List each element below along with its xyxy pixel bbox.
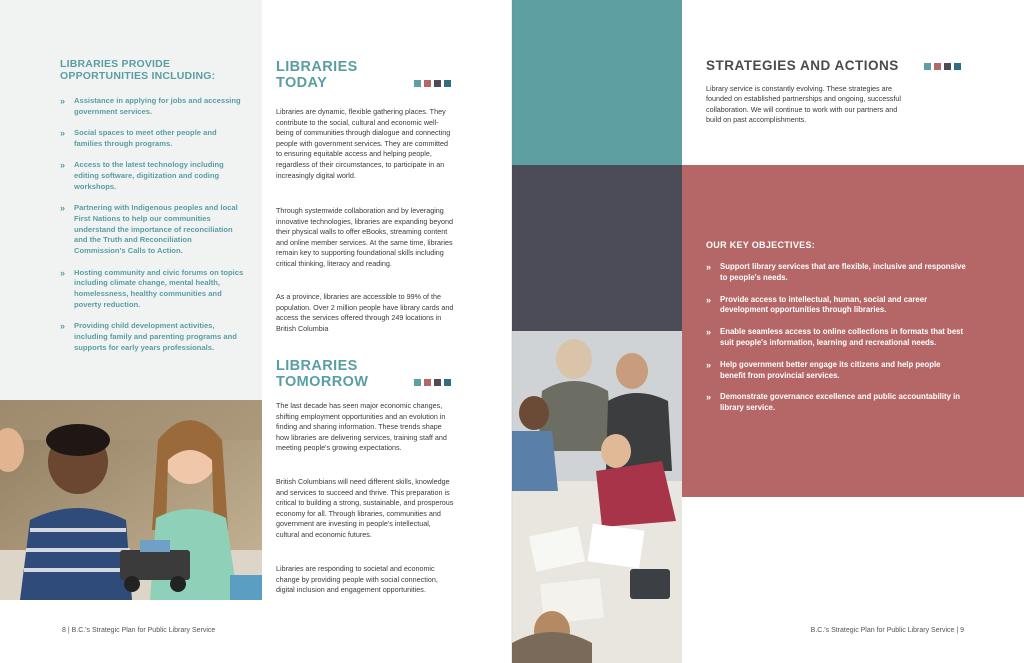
chevron-bullet-icon: »	[706, 359, 712, 370]
decorative-squares	[414, 80, 451, 87]
today-paragraph: As a province, libraries are accessible to 99% of the population. Over 2 million people have library cards and access the services offered through 249 locations in British Columbia	[276, 292, 454, 333]
today-paragraph: Through systemwide collaboration and by leveraging innovative technologies, libraries are expanding beyond their physical walls to offer eBooks, streaming content and online member services. At the same time, libraries remain key to supporting foundational skills including critical thinking, literacy and reading.	[276, 206, 454, 268]
teal-color-block	[512, 0, 682, 165]
list-item: » Access to the latest technology including editing software, digitization and coding workshops.	[60, 160, 224, 191]
right-page	[512, 0, 1024, 663]
strategies-text: Library service is constantly evolving. These strategies are founded on established partnerships and ongoing, successful collaboration. We will continue to work with our partners and build on past accomplishments.	[706, 84, 901, 125]
page-footer-right: B.C.'s Strategic Plan for Public Library Service | 9	[810, 627, 964, 634]
slate-color-block	[512, 165, 682, 331]
tomorrow-paragraph: British Columbians will need different skills, knowledge and services to succeed and thrive. This preparation is critical to building a strong, sustainable, and prosperous economy for all. Through libraries, communities and government are investing in people's intellectual, cultural and economic futures.	[276, 477, 454, 539]
chevron-bullet-icon: »	[60, 203, 66, 214]
list-item: » Enable seamless access to online collections in formats that best suit people's information, learning and recreational needs.	[706, 327, 964, 347]
chevron-bullet-icon: »	[706, 262, 712, 272]
children-robotics-photo	[0, 400, 262, 600]
page-gutter-shadow	[511, 0, 513, 663]
chevron-bullet-icon: »	[60, 96, 66, 106]
objectives-heading: OUR KEY OBJECTIVES:	[706, 240, 816, 250]
chevron-bullet-icon: »	[60, 128, 66, 139]
list-item: » Support library services that are flexible, inclusive and responsive to people's needs.	[706, 262, 966, 282]
chevron-bullet-icon: »	[706, 294, 712, 305]
list-item: » Assistance in applying for jobs and accessing government services.	[60, 96, 241, 116]
chevron-bullet-icon: »	[60, 160, 66, 171]
chevron-bullet-icon: »	[60, 321, 66, 332]
tomorrow-paragraph: Libraries are responding to societal and economic change by providing people with social connection, digital inclusion and engagement opportunities.	[276, 564, 438, 595]
team-meeting-photo	[512, 331, 682, 663]
sidebar-heading: LIBRARIES PROVIDE OPPORTUNITIES INCLUDING:	[60, 58, 216, 82]
list-item: » Help government better engage its citizens and help people benefit from provincial services.	[706, 359, 941, 380]
list-item: » Hosting community and civic forums on topics including climate change, mental health, homelessness, healthy communities and poverty reduction.	[60, 267, 244, 309]
tomorrow-paragraph: The last decade has seen major economic changes, shifting employment opportunities and an evolution in finding and sharing information. These trends shape how libraries are delivering services, training staff and meeting people's growing expectations.	[276, 401, 447, 453]
opportunities-list	[60, 96, 245, 364]
list-item: » Social spaces to meet other people and families through programs.	[60, 128, 217, 148]
objectives-list	[706, 262, 968, 425]
decorative-squares	[414, 379, 451, 386]
chevron-bullet-icon: »	[706, 327, 712, 338]
strategies-title: STRATEGIES AND ACTIONS	[706, 58, 899, 73]
today-paragraph: Libraries are dynamic, flexible gathering places. They contribute to the social, cultural and economic well-being of communities through dialogue and connecting people with government services. They are committed to ensuring equitable access and helping people, regardless of their circumstances, to participate in an increasingly digital world.	[276, 107, 451, 180]
list-item: » Partnering with Indigenous peoples and local First Nations to help our communities understand the importance of reconciliation and the Truth and Reconciliation Commission's Calls to Action.	[60, 203, 238, 256]
list-item: » Provide access to intellectual, human, social and career development opportunities through libraries.	[706, 294, 928, 315]
chevron-bullet-icon: »	[60, 267, 66, 278]
decorative-squares	[924, 63, 961, 70]
opportunities-sidebar	[0, 0, 262, 400]
list-item: » Providing child development activities, including family and parenting programs and supports for early years professionals.	[60, 321, 237, 352]
page-footer-left: 8 | B.C.'s Strategic Plan for Public Library Service	[62, 627, 216, 634]
chevron-bullet-icon: »	[706, 392, 712, 403]
libraries-today-title: LIBRARIES TODAY	[276, 59, 358, 91]
list-item: » Demonstrate governance excellence and public accountability in library service.	[706, 392, 961, 413]
libraries-tomorrow-title: LIBRARIES TOMORROW	[276, 358, 369, 390]
